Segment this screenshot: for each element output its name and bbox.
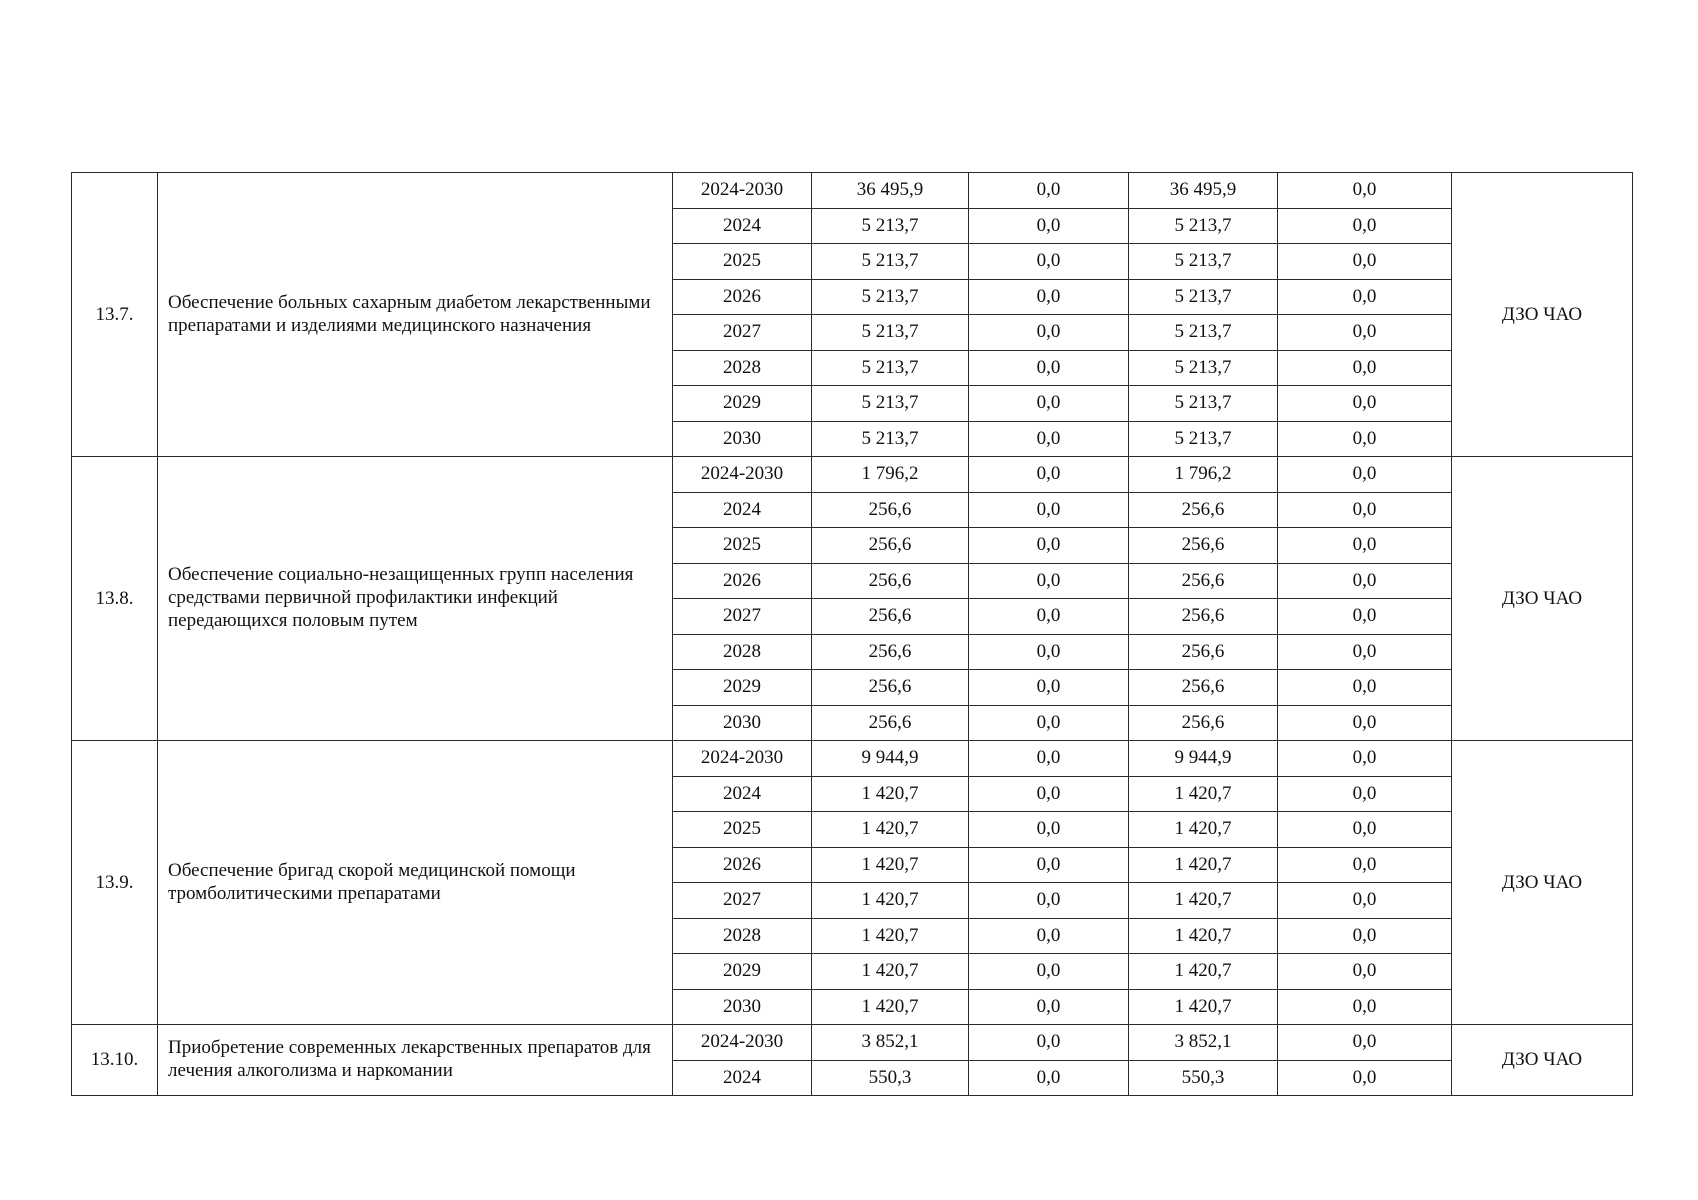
value-cell: 0,0 [969, 883, 1129, 919]
value-cell: 0,0 [1278, 279, 1452, 315]
responsible-executor: ДЗО ЧАО [1452, 457, 1633, 741]
item-number: 13.8. [72, 457, 158, 741]
period-cell: 2024-2030 [673, 1025, 812, 1061]
value-cell: 0,0 [1278, 918, 1452, 954]
value-cell: 0,0 [969, 492, 1129, 528]
value-cell: 1 420,7 [1129, 883, 1278, 919]
period-cell: 2026 [673, 279, 812, 315]
value-cell: 0,0 [969, 599, 1129, 635]
value-cell: 0,0 [1278, 492, 1452, 528]
period-cell: 2026 [673, 563, 812, 599]
period-cell: 2028 [673, 918, 812, 954]
value-cell: 256,6 [1129, 634, 1278, 670]
value-cell: 256,6 [1129, 670, 1278, 706]
total-cell: 256,6 [812, 705, 969, 741]
value-cell: 0,0 [969, 457, 1129, 493]
item-name: Обеспечение бригад скорой медицинской помощи тромболитическими препаратами [158, 741, 673, 1025]
value-cell: 5 213,7 [1129, 279, 1278, 315]
total-cell: 5 213,7 [812, 421, 969, 457]
value-cell: 0,0 [969, 244, 1129, 280]
item-number: 13.10. [72, 1025, 158, 1096]
total-cell: 5 213,7 [812, 208, 969, 244]
period-cell: 2029 [673, 386, 812, 422]
total-cell: 256,6 [812, 492, 969, 528]
value-cell: 0,0 [969, 1060, 1129, 1096]
total-cell: 256,6 [812, 563, 969, 599]
value-cell: 0,0 [1278, 244, 1452, 280]
total-cell: 256,6 [812, 599, 969, 635]
period-cell: 2027 [673, 599, 812, 635]
total-cell: 5 213,7 [812, 279, 969, 315]
value-cell: 256,6 [1129, 528, 1278, 564]
table-row [72, 457, 1633, 493]
period-cell: 2024 [673, 1060, 812, 1096]
table-row [72, 1025, 1633, 1061]
period-cell: 2027 [673, 883, 812, 919]
total-cell: 36 495,9 [812, 173, 969, 209]
total-cell: 5 213,7 [812, 350, 969, 386]
total-cell: 5 213,7 [812, 315, 969, 351]
value-cell: 0,0 [969, 776, 1129, 812]
value-cell: 0,0 [1278, 1025, 1452, 1061]
value-cell: 0,0 [969, 386, 1129, 422]
value-cell: 0,0 [969, 1025, 1129, 1061]
program-table [71, 172, 1633, 1096]
period-cell: 2028 [673, 350, 812, 386]
value-cell: 0,0 [1278, 1060, 1452, 1096]
value-cell: 0,0 [969, 918, 1129, 954]
value-cell: 0,0 [1278, 528, 1452, 564]
value-cell: 0,0 [1278, 670, 1452, 706]
value-cell: 0,0 [969, 989, 1129, 1025]
value-cell: 5 213,7 [1129, 315, 1278, 351]
period-cell: 2030 [673, 705, 812, 741]
period-cell: 2025 [673, 812, 812, 848]
value-cell: 0,0 [1278, 776, 1452, 812]
value-cell: 256,6 [1129, 563, 1278, 599]
value-cell: 0,0 [969, 173, 1129, 209]
value-cell: 0,0 [969, 208, 1129, 244]
value-cell: 256,6 [1129, 599, 1278, 635]
value-cell: 36 495,9 [1129, 173, 1278, 209]
period-cell: 2030 [673, 989, 812, 1025]
value-cell: 0,0 [1278, 741, 1452, 777]
table-body [72, 173, 1633, 1096]
value-cell: 0,0 [1278, 847, 1452, 883]
period-cell: 2028 [673, 634, 812, 670]
value-cell: 550,3 [1129, 1060, 1278, 1096]
value-cell: 1 420,7 [1129, 989, 1278, 1025]
table-row [72, 173, 1633, 209]
value-cell: 0,0 [1278, 634, 1452, 670]
value-cell: 0,0 [1278, 421, 1452, 457]
total-cell: 550,3 [812, 1060, 969, 1096]
responsible-executor: ДЗО ЧАО [1452, 741, 1633, 1025]
total-cell: 3 852,1 [812, 1025, 969, 1061]
item-number: 13.7. [72, 173, 158, 457]
value-cell: 1 420,7 [1129, 776, 1278, 812]
value-cell: 0,0 [1278, 705, 1452, 741]
value-cell: 0,0 [969, 279, 1129, 315]
value-cell: 256,6 [1129, 705, 1278, 741]
value-cell: 0,0 [1278, 315, 1452, 351]
value-cell: 0,0 [1278, 599, 1452, 635]
value-cell: 5 213,7 [1129, 386, 1278, 422]
value-cell: 0,0 [969, 421, 1129, 457]
value-cell: 0,0 [1278, 883, 1452, 919]
period-cell: 2026 [673, 847, 812, 883]
responsible-executor: ДЗО ЧАО [1452, 1025, 1633, 1096]
total-cell: 1 420,7 [812, 812, 969, 848]
value-cell: 5 213,7 [1129, 350, 1278, 386]
period-cell: 2030 [673, 421, 812, 457]
total-cell: 1 420,7 [812, 954, 969, 990]
value-cell: 0,0 [969, 812, 1129, 848]
total-cell: 5 213,7 [812, 244, 969, 280]
value-cell: 0,0 [1278, 173, 1452, 209]
value-cell: 0,0 [1278, 954, 1452, 990]
value-cell: 0,0 [1278, 208, 1452, 244]
value-cell: 1 420,7 [1129, 847, 1278, 883]
total-cell: 1 420,7 [812, 918, 969, 954]
period-cell: 2029 [673, 670, 812, 706]
period-cell: 2024 [673, 776, 812, 812]
item-name: Обеспечение больных сахарным диабетом лекарственными препаратами и изделиями медицинского назначения [158, 173, 673, 457]
value-cell: 256,6 [1129, 492, 1278, 528]
period-cell: 2024-2030 [673, 457, 812, 493]
value-cell: 1 420,7 [1129, 954, 1278, 990]
item-name: Приобретение современных лекарственных препаратов для лечения алкоголизма и наркомании [158, 1025, 673, 1096]
value-cell: 1 796,2 [1129, 457, 1278, 493]
total-cell: 5 213,7 [812, 386, 969, 422]
total-cell: 1 796,2 [812, 457, 969, 493]
value-cell: 5 213,7 [1129, 421, 1278, 457]
value-cell: 0,0 [969, 670, 1129, 706]
period-cell: 2029 [673, 954, 812, 990]
value-cell: 0,0 [969, 847, 1129, 883]
item-name: Обеспечение социально-незащищенных групп населения средствами первичной профилактики инфекций передающихся половым путем [158, 457, 673, 741]
value-cell: 0,0 [1278, 563, 1452, 599]
period-cell: 2024-2030 [673, 741, 812, 777]
period-cell: 2027 [673, 315, 812, 351]
value-cell: 5 213,7 [1129, 208, 1278, 244]
total-cell: 256,6 [812, 634, 969, 670]
total-cell: 9 944,9 [812, 741, 969, 777]
value-cell: 0,0 [969, 705, 1129, 741]
value-cell: 0,0 [1278, 457, 1452, 493]
value-cell: 5 213,7 [1129, 244, 1278, 280]
value-cell: 0,0 [969, 528, 1129, 564]
period-cell: 2025 [673, 528, 812, 564]
value-cell: 1 420,7 [1129, 812, 1278, 848]
total-cell: 1 420,7 [812, 776, 969, 812]
table-row [72, 741, 1633, 777]
value-cell: 0,0 [969, 634, 1129, 670]
value-cell: 0,0 [1278, 812, 1452, 848]
period-cell: 2024 [673, 492, 812, 528]
total-cell: 1 420,7 [812, 989, 969, 1025]
value-cell: 0,0 [1278, 386, 1452, 422]
value-cell: 0,0 [969, 563, 1129, 599]
responsible-executor: ДЗО ЧАО [1452, 173, 1633, 457]
value-cell: 0,0 [969, 954, 1129, 990]
total-cell: 1 420,7 [812, 847, 969, 883]
value-cell: 9 944,9 [1129, 741, 1278, 777]
value-cell: 0,0 [969, 741, 1129, 777]
value-cell: 1 420,7 [1129, 918, 1278, 954]
value-cell: 0,0 [1278, 350, 1452, 386]
total-cell: 256,6 [812, 528, 969, 564]
value-cell: 3 852,1 [1129, 1025, 1278, 1061]
value-cell: 0,0 [969, 315, 1129, 351]
value-cell: 0,0 [969, 350, 1129, 386]
total-cell: 1 420,7 [812, 883, 969, 919]
period-cell: 2024-2030 [673, 173, 812, 209]
period-cell: 2024 [673, 208, 812, 244]
value-cell: 0,0 [1278, 989, 1452, 1025]
period-cell: 2025 [673, 244, 812, 280]
item-number: 13.9. [72, 741, 158, 1025]
total-cell: 256,6 [812, 670, 969, 706]
